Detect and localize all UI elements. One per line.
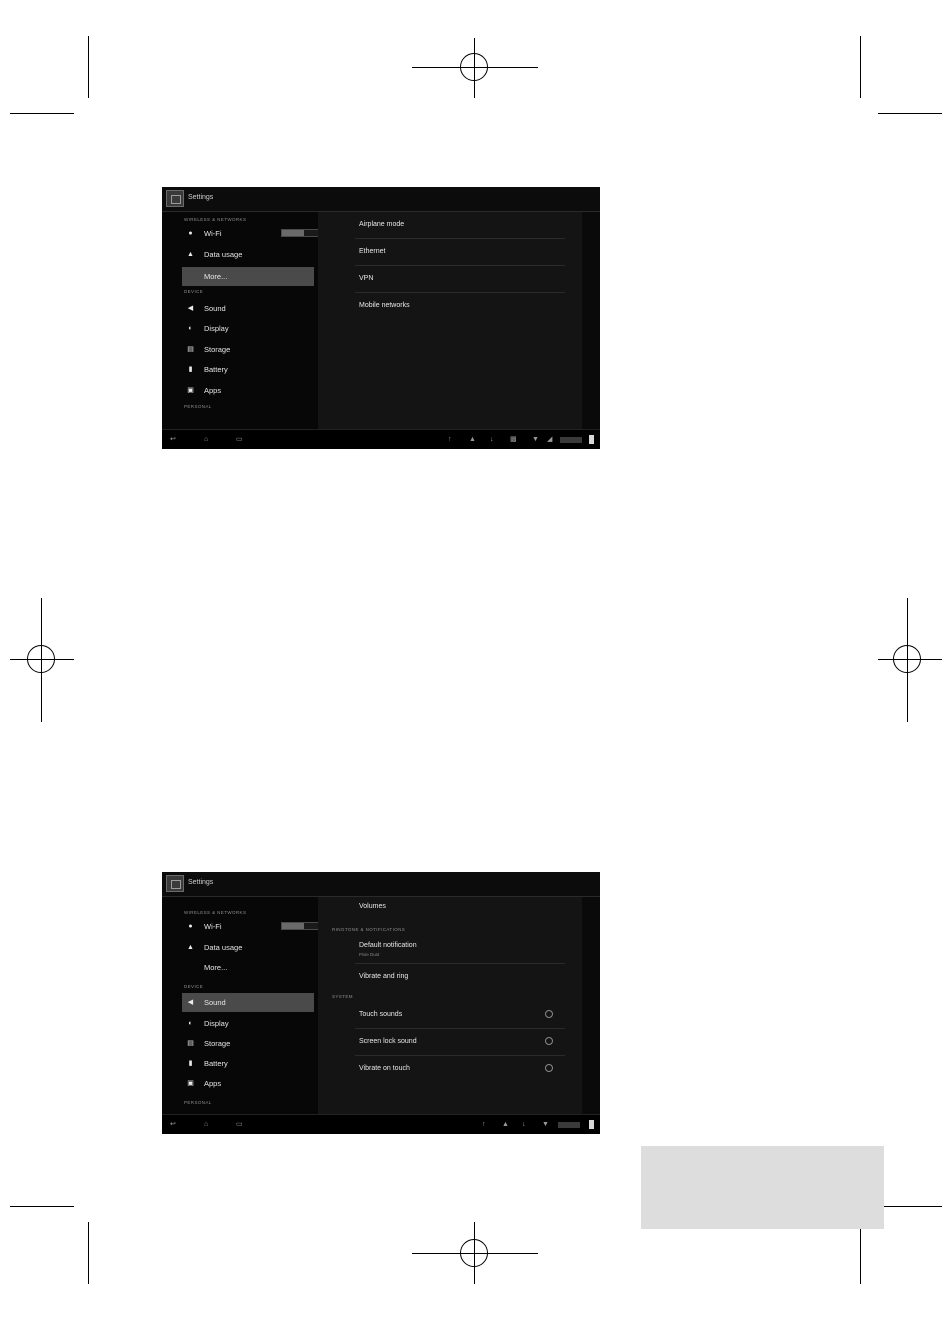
settings-menu <box>162 212 318 429</box>
settings-app-icon <box>166 875 184 892</box>
storage-icon: ▤ <box>187 346 194 353</box>
category-header: WIRELESS & NETWORKS <box>184 217 247 222</box>
storage-icon: ▤ <box>187 1040 194 1047</box>
sound-icon: ◀ <box>187 999 194 1006</box>
notification-icon: ▲ <box>469 436 476 443</box>
title-bar <box>162 187 600 212</box>
battery-status-icon <box>589 1120 594 1129</box>
setting-vibrate-on-touch[interactable]: Vibrate on touch <box>355 1056 565 1082</box>
wifi-signal-icon: ▼ <box>542 1121 549 1128</box>
clock <box>558 1122 580 1128</box>
scrollbar-track[interactable] <box>582 212 600 429</box>
menu-item-display[interactable]: ◐ Display <box>188 1019 229 1028</box>
crop-mark <box>878 1206 942 1207</box>
apps-icon: ▣ <box>187 387 194 394</box>
settings-app-icon <box>166 190 184 207</box>
system-bar <box>162 1114 600 1134</box>
settings-detail-pane <box>318 897 582 1114</box>
registration-circle <box>27 645 55 673</box>
category-header: DEVICE <box>184 289 204 294</box>
menu-item-storage[interactable]: ▤ Storage <box>187 1039 231 1048</box>
display-icon: ◐ <box>188 1020 193 1027</box>
battery-icon: ▮ <box>188 366 193 373</box>
touch-sounds-checkbox[interactable] <box>545 1010 553 1018</box>
menu-item-battery[interactable]: ▮ Battery <box>188 365 228 374</box>
crop-mark <box>10 1206 74 1207</box>
back-icon[interactable]: ↩ <box>170 1121 176 1128</box>
category-header: PERSONAL <box>184 404 212 409</box>
display-icon: ◐ <box>188 325 193 332</box>
setting-mobile-networks[interactable]: Mobile networks <box>359 302 410 309</box>
app-title: Settings <box>188 194 214 201</box>
apps-icon: ▣ <box>187 1080 194 1087</box>
recent-apps-icon[interactable]: ▭ <box>236 436 243 443</box>
menu-item-battery[interactable]: ▮ Battery <box>188 1059 228 1068</box>
notification-icon: ▲ <box>502 1121 509 1128</box>
section-header: SYSTEM <box>332 994 353 999</box>
menu-item-sound[interactable]: ◀ Sound <box>182 993 314 1012</box>
wifi-icon: ● <box>188 923 193 930</box>
wifi-toggle[interactable] <box>281 922 323 930</box>
registration-circle <box>893 645 921 673</box>
crop-mark <box>860 1222 861 1284</box>
screen-lock-sound-checkbox[interactable] <box>545 1037 553 1045</box>
settings-screenshot-wireless <box>162 187 600 449</box>
sd-card-icon: ▩ <box>510 436 517 443</box>
crop-mark <box>860 36 861 98</box>
page-tab <box>641 1146 884 1229</box>
menu-item-wifi[interactable]: ● Wi-Fi <box>182 917 314 936</box>
usb-icon: ↑ <box>448 436 452 443</box>
system-bar <box>162 429 600 449</box>
wifi-toggle[interactable] <box>281 229 323 237</box>
settings-detail-pane <box>318 212 582 429</box>
wifi-signal-icon: ▼ <box>532 436 539 443</box>
scrollbar-track[interactable] <box>582 897 600 1114</box>
menu-item-storage[interactable]: ▤ Storage <box>187 345 231 354</box>
menu-item-more[interactable]: More... <box>204 963 228 972</box>
registration-circle <box>460 1239 488 1267</box>
section-header: RINGTONE & NOTIFICATIONS <box>332 927 406 932</box>
data-usage-icon: ▲ <box>187 944 194 951</box>
setting-airplane-mode[interactable]: Airplane mode <box>355 212 565 239</box>
download-icon: ↓ <box>522 1121 526 1128</box>
usb-icon: ↑ <box>482 1121 486 1128</box>
crop-mark <box>10 113 74 114</box>
recent-apps-icon[interactable]: ▭ <box>236 1121 243 1128</box>
battery-status-icon <box>589 435 594 444</box>
menu-item-more[interactable]: More... <box>182 267 314 286</box>
download-icon: ↓ <box>490 436 494 443</box>
menu-item-sound[interactable]: ◀ Sound <box>187 304 226 313</box>
back-icon[interactable]: ↩ <box>170 436 176 443</box>
registration-circle <box>460 53 488 81</box>
crop-mark <box>878 113 942 114</box>
title-bar <box>162 872 600 897</box>
crop-mark <box>88 36 89 98</box>
home-icon[interactable]: ⌂ <box>204 1121 209 1128</box>
setting-default-notification[interactable]: Default notification Pixie Dust <box>355 933 565 964</box>
wifi-icon: ● <box>188 230 193 237</box>
battery-icon: ▮ <box>188 1060 193 1067</box>
category-header: PERSONAL <box>184 1100 212 1105</box>
data-usage-icon: ▲ <box>187 251 194 258</box>
crop-mark <box>88 1222 89 1284</box>
setting-vibrate-and-ring[interactable]: Vibrate and ring <box>359 973 409 980</box>
signal-icon: ◢ <box>547 436 553 443</box>
menu-item-apps[interactable]: ▣ Apps <box>187 1079 222 1088</box>
home-icon[interactable]: ⌂ <box>204 436 209 443</box>
settings-screenshot-sound <box>162 872 600 1134</box>
settings-menu <box>162 897 318 1114</box>
category-header: DEVICE <box>184 984 204 989</box>
setting-volumes[interactable]: Volumes <box>359 903 386 910</box>
menu-item-apps[interactable]: ▣ Apps <box>187 386 222 395</box>
menu-item-data-usage[interactable]: ▲ Data usage <box>187 943 243 952</box>
vibrate-on-touch-checkbox[interactable] <box>545 1064 553 1072</box>
setting-vpn[interactable]: VPN <box>355 266 565 293</box>
setting-ethernet[interactable]: Ethernet <box>355 239 565 266</box>
sound-icon: ◀ <box>187 305 194 312</box>
category-header: WIRELESS & NETWORKS <box>184 910 247 915</box>
setting-screen-lock-sound[interactable]: Screen lock sound <box>355 1029 565 1056</box>
menu-item-display[interactable]: ◐ Display <box>188 324 229 333</box>
app-title: Settings <box>188 879 214 886</box>
menu-item-wifi[interactable]: ● Wi-Fi <box>182 224 314 243</box>
clock <box>560 437 582 443</box>
menu-item-data-usage[interactable]: ▲ Data usage <box>187 250 243 259</box>
setting-touch-sounds[interactable]: Touch sounds <box>355 1002 565 1029</box>
